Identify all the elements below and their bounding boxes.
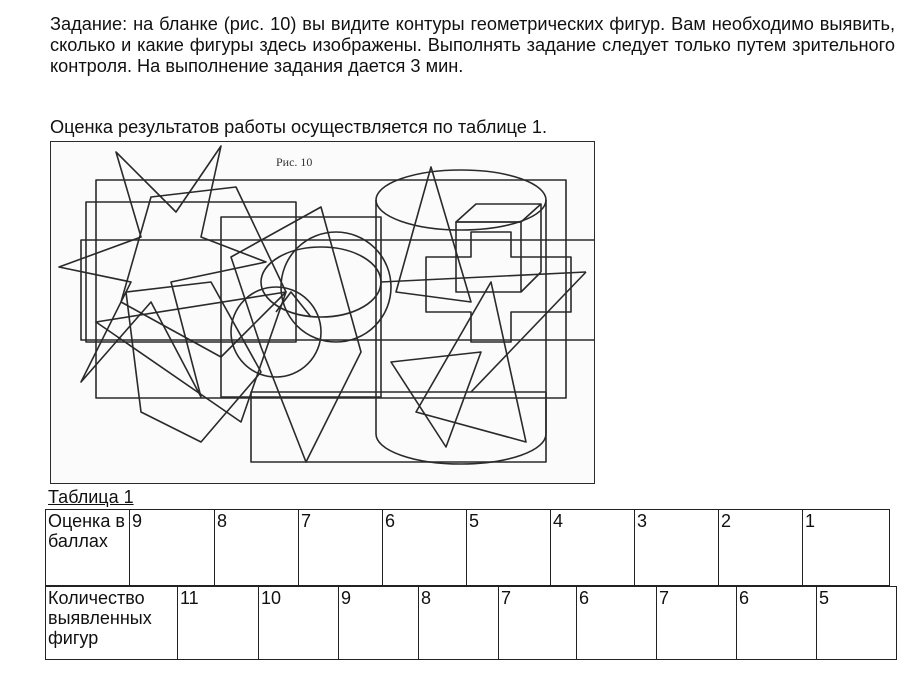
row1-cell: 1	[803, 510, 890, 586]
row1-cell: 3	[635, 510, 719, 586]
figure-label: Рис. 10	[276, 155, 313, 169]
circle-small	[231, 287, 321, 377]
rect-large-2	[81, 240, 595, 340]
row1-cell: 5	[467, 510, 551, 586]
star-left	[59, 146, 266, 397]
triangle-tall	[396, 167, 471, 302]
figure-drawing	[51, 142, 595, 484]
triangle-lower	[416, 282, 526, 442]
figure-10	[50, 141, 595, 484]
row1-cell: 9	[130, 510, 215, 586]
row2-cell: 7	[499, 587, 577, 660]
row1-cell: 8	[215, 510, 299, 586]
table-row	[46, 587, 897, 660]
triangle-inverted	[391, 352, 481, 447]
row2-cell: 11	[178, 587, 259, 660]
row2-cell: 7	[657, 587, 737, 660]
score-table-row2	[45, 586, 897, 660]
row1-cell: 6	[383, 510, 467, 586]
row2-cell: 6	[737, 587, 817, 660]
diamond-upper	[121, 187, 286, 357]
task-paragraph: Задание: на бланке (рис. 10) вы видите контуры геометрических фигур. Вам необходимо выявить, сколько и какие фигуры здесь изображены. Выполнять задание следует только путем зрительного контроля. На выполнение задания дается 3 мин.	[50, 14, 895, 77]
row2-cell: 6	[577, 587, 657, 660]
evaluation-note: Оценка результатов работы осуществляется по таблице 1.	[50, 117, 548, 137]
rect-upper-left	[86, 202, 296, 342]
row2-cell: 10	[259, 587, 339, 660]
row1-cell: 7	[299, 510, 383, 586]
row1-cell: 2	[719, 510, 803, 586]
row2-cell: 8	[419, 587, 499, 660]
row1-cell: 4	[551, 510, 635, 586]
score-table-row1	[45, 509, 890, 586]
ellipse-mid	[261, 247, 381, 317]
cross-right	[426, 232, 571, 342]
rect-lower	[251, 392, 546, 462]
row2-header: Количество выявленных фигур	[46, 587, 178, 660]
row2-cell: 5	[817, 587, 897, 660]
cube-top	[456, 204, 541, 222]
row1-header: Оценка в баллах	[46, 510, 130, 586]
row2-cell: 9	[339, 587, 419, 660]
table-caption: Таблица 1	[48, 487, 134, 507]
table-row	[46, 510, 890, 586]
cylinder-top	[376, 170, 546, 230]
